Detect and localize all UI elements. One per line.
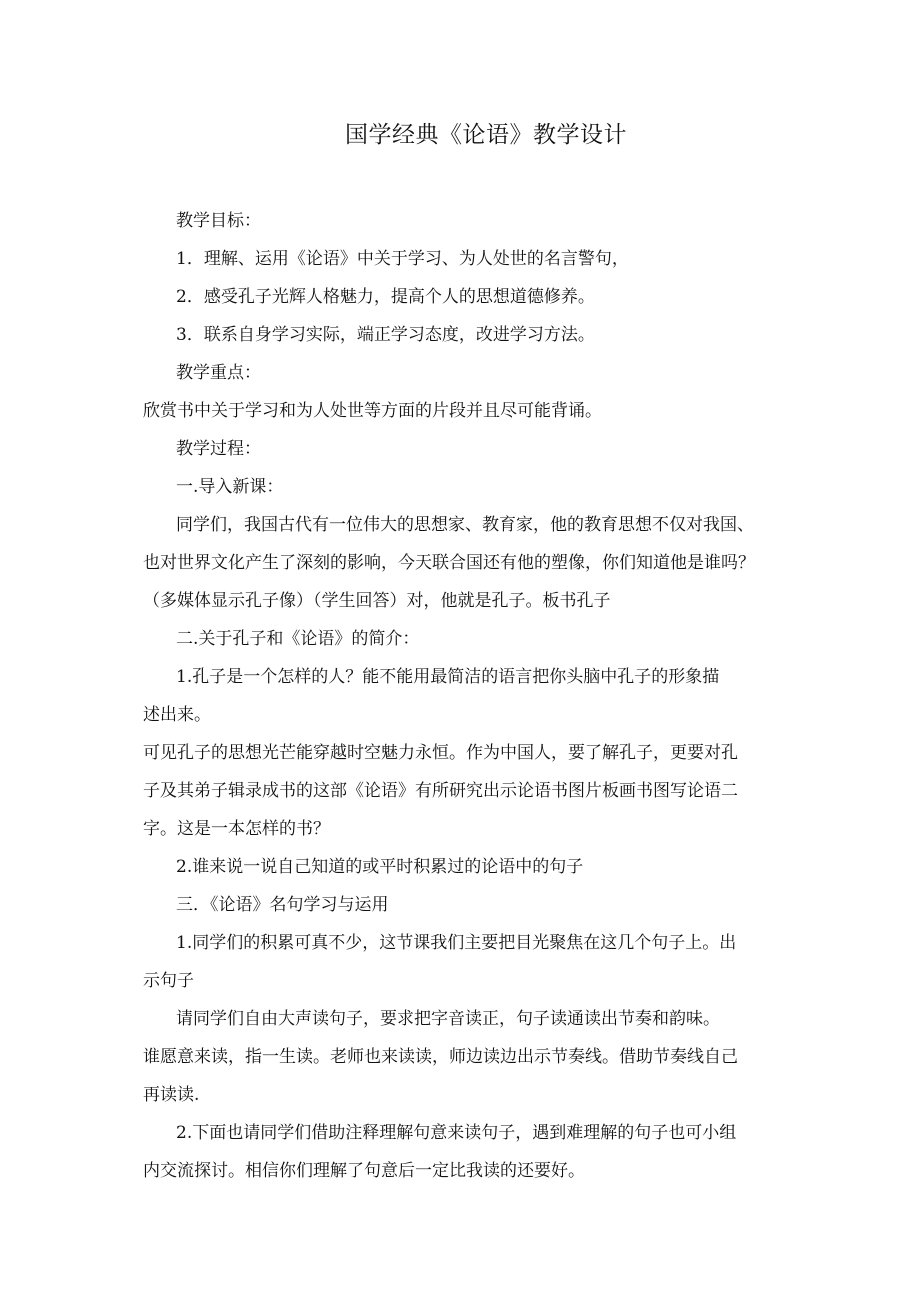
paragraph-line: 2.谁来说一说自己知道的或平时积累过的论语中的句子 <box>176 857 584 877</box>
document-title: 国学经典《论语》教学设计 <box>345 122 627 148</box>
goal-item-2: 2．感受孔子光辉人格魅力，提高个人的思想道德修养。 <box>176 287 595 307</box>
paragraph-line: 述出来。 <box>143 705 211 725</box>
goal-item-3: 3．联系自身学习实际，端正学习态度，改进学习方法。 <box>176 325 595 345</box>
paragraph-line: 谁愿意来读，指一生读。老师也来读读，师边读边出示节奏线。借助节奏线自己 <box>143 1047 738 1067</box>
step-heading-introduction: 一.导入新课： <box>176 477 284 497</box>
paragraph-line: 子及其弟子辑录成书的这部《论语》有所研究出示论语书图片板画书图写论语二 <box>143 781 738 801</box>
paragraph-line: 2.下面也请同学们借助注释理解句意来读句子，遇到难理解的句子也可小组 <box>176 1123 737 1143</box>
key-points-text: 欣赏书中关于学习和为人处世等方面的片段并且尽可能背诵。 <box>143 401 602 421</box>
paragraph-line: 示句子 <box>143 971 194 991</box>
paragraph-line: 请同学们自由大声读句子，要求把字音读正，句子读通读出节奏和韵味。 <box>176 1009 720 1029</box>
paragraph-line: 同学们，我国古代有一位伟大的思想家、教育家，他的教育思想不仅对我国、 <box>176 515 754 535</box>
paragraph-line: 可见孔子的思想光芒能穿越时空魅力永恒。作为中国人，要了解孔子，更要对孔 <box>143 743 738 763</box>
paragraph-line: 字。这是一本怎样的书？ <box>143 819 330 839</box>
goal-item-1: 1．理解、运用《论语》中关于学习、为人处世的名言警句， <box>176 249 629 269</box>
paragraph-line: 也对世界文化产生了深刻的影响，今天联合国还有他的塑像，你们知道他是谁吗？ <box>143 553 755 573</box>
section-heading-key-points: 教学重点： <box>176 363 261 383</box>
step-heading-famous-sayings: 三．《论语》名句学习与运用 <box>176 895 389 915</box>
paragraph-line: （多媒体显示孔子像）（学生回答）对，他就是孔子。板书孔子 <box>143 591 611 611</box>
paragraph-line: 1.孔子是一个怎样的人？能不能用最简洁的语言把你头脑中孔子的形象描 <box>176 667 720 687</box>
paragraph-line: 1.同学们的积累可真不少，这节课我们主要把目光聚焦在这几个句子上。出 <box>176 933 737 953</box>
section-heading-teaching-goals: 教学目标： <box>176 211 261 231</box>
paragraph-line: 内交流探讨。相信你们理解了句意后一定比我读的还要好。 <box>143 1161 585 1181</box>
section-heading-teaching-process: 教学过程： <box>176 439 261 459</box>
step-heading-introduction-confucius: 二.关于孔子和《论语》的简介： <box>176 629 420 649</box>
paragraph-line: 再读读. <box>143 1085 200 1105</box>
